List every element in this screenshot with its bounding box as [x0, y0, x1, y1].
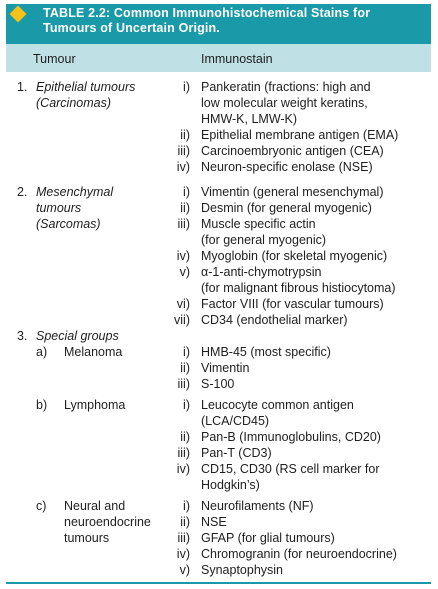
subgroup-letter: b) [36, 398, 48, 412]
stain-text: Chromogranin (for neuroendocrine) [201, 547, 397, 561]
stain-number: iii) [177, 217, 190, 231]
stain-number: i) [183, 185, 190, 199]
column-header-tumour: Tumour [33, 52, 76, 66]
stain-text: CD34 (endothelial marker) [201, 313, 348, 327]
stain-text: Desmin (for general myogenic) [201, 201, 372, 215]
stain-text: Carcinoembryonic antigen (CEA) [201, 144, 384, 158]
tumour-name: tumours [36, 201, 82, 215]
stain-text: Pan-B (Immunoglobulins, CD20) [201, 430, 381, 444]
stain-number: iv) [176, 547, 190, 561]
stain-number: iv) [176, 249, 190, 263]
stain-number: iv) [176, 160, 190, 174]
stain-text: α-1-anti-chymotrypsin [201, 265, 322, 279]
stain-number: v) [179, 563, 190, 577]
tumour-name: (Carcinomas) [36, 96, 112, 110]
title-line-2: Tumours of Uncertain Origin. [43, 21, 220, 35]
stain-number: iii) [177, 446, 190, 460]
stain-text: Synaptophysin [201, 563, 284, 577]
stain-number: i) [183, 345, 190, 359]
stain-text: Factor VIII (for vascular tumours) [201, 297, 384, 311]
tumour-name: tumours [64, 531, 110, 545]
stain-text: Pankeratin (fractions: high and [201, 80, 371, 94]
stain-text: Neuron-specific enolase (NSE) [201, 160, 373, 174]
stain-number: vii) [174, 313, 190, 327]
tumour-name: (Sarcomas) [36, 217, 101, 231]
stain-number: ii) [180, 430, 190, 444]
table-title [43, 6, 425, 36]
stain-text: (for malignant fibrous histiocytoma) [201, 281, 396, 295]
stain-text: Hodgkin’s) [201, 478, 260, 492]
table-bottom-rule [6, 582, 431, 584]
stain-number: i) [183, 499, 190, 513]
row-number: 3. [17, 329, 28, 343]
tumour-name: Melanoma [64, 345, 123, 359]
tumour-name: Mesenchymal [36, 185, 114, 199]
stain-text: Pan-T (CD3) [201, 446, 272, 460]
stain-text: low molecular weight keratins, [201, 96, 368, 110]
title-line-1: TABLE 2.2: Common Immunohistochemical Stains for [43, 6, 371, 20]
stain-number: iv) [176, 462, 190, 476]
stain-number: ii) [180, 515, 190, 529]
stain-number: v) [179, 265, 190, 279]
stain-number: iii) [177, 531, 190, 545]
tumour-name: Epithelial tumours [36, 80, 136, 94]
stain-number: ii) [180, 201, 190, 215]
stain-text: Muscle specific actin [201, 217, 316, 231]
stain-text: Myoglobin (for skeletal myogenic) [201, 249, 388, 263]
stain-text: GFAP (for glial tumours) [201, 531, 335, 545]
row-number: 2. [17, 185, 28, 199]
tumour-name: neuroendocrine [64, 515, 151, 529]
stain-text: Leucocyte common antigen [201, 398, 354, 412]
tumour-name: Lymphoma [64, 398, 126, 412]
stain-text: Vimentin [201, 361, 250, 375]
stain-text: (for general myogenic) [201, 233, 327, 247]
stain-number: iii) [177, 144, 190, 158]
column-header-immunostain: Immunostain [201, 52, 273, 66]
stain-text: HMB-45 (most specific) [201, 345, 331, 359]
stain-text: Neurofilaments (NF) [201, 499, 314, 513]
stain-text: NSE [201, 515, 227, 529]
stain-text: CD15, CD30 (RS cell marker for [201, 462, 380, 476]
subgroup-letter: c) [36, 499, 47, 513]
stain-number: ii) [180, 361, 190, 375]
stain-number: i) [183, 398, 190, 412]
tumour-name: Neural and [64, 499, 126, 513]
stain-number: iii) [177, 377, 190, 391]
stain-text: HMW-K, LMW-K) [201, 112, 298, 126]
tumour-name: Special groups [36, 329, 119, 343]
stain-number: i) [183, 80, 190, 94]
stain-number: vi) [176, 297, 190, 311]
stain-text: (LCA/CD45) [201, 414, 270, 428]
subgroup-letter: a) [36, 345, 48, 359]
stain-text: Epithelial membrane antigen (EMA) [201, 128, 399, 142]
stain-text: S-100 [201, 377, 235, 391]
row-number: 1. [17, 80, 28, 94]
stain-number: ii) [180, 128, 190, 142]
stain-text: Vimentin (general mesenchymal) [201, 185, 384, 199]
